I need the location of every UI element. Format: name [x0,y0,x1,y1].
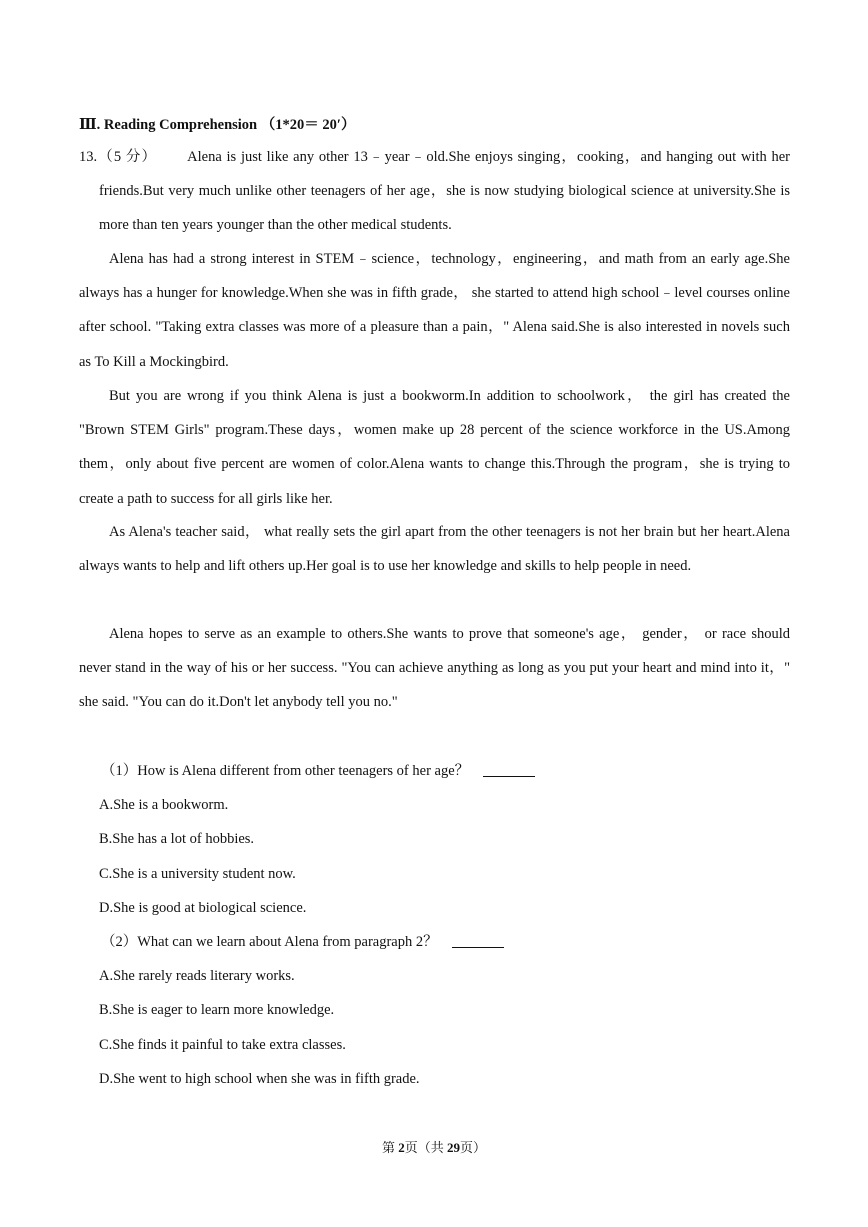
question-2 [79,925,790,1096]
option-d: D.She went to high school when she was in fifth grade. [99,1070,420,1087]
section-title: Ⅲ. Reading Comprehension （1*20＝ 20′） [79,117,356,133]
passage-paragraph-4: As Alena's teacher said， what really sets the girl apart from the other teenagers is not her brain but her heart.Alena always wants to help and lift others up.Her goal is to use her knowledge and skills to help people in need. [79,524,790,575]
option-b: B.She has a lot of hobbies. [99,831,255,848]
option-d: D.She is good at biological science. [99,899,307,916]
question-number: 13.（5 分） [79,149,158,165]
option-a: A.She rarely reads literary works. [99,968,295,985]
option-c: C.She finds it painful to take extra classes. [99,1036,346,1053]
passage-paragraph-2: Alena has had a strong interest in STEM﹣science，technology，engineering，and math from an early age.She always has a hunger for knowledge.When she was in fifth grade， she started to attend high school﹣level courses online after school. "Taking extra classes was more of a pleasure than a pain，" Alena said.She is also interested in novels such as To Kill a Mockingbird. [79,251,790,370]
passage-paragraph-5: Alena hopes to serve as an example to others.She wants to prove that someone's age， gender， or race should never stand in the way of his or her success. "You can achieve anything as long as you put your heart and mind into it，" she said. "You can do it.Don't let anybody tell you no." [79,626,790,711]
answer-blank[interactable] [452,933,504,948]
option-a: A.She is a bookworm. [99,797,229,814]
total-pages: 29 [447,1140,460,1155]
page-footer: 第 2页（共 29页） [381,1140,487,1155]
question-1 [79,754,790,925]
question-stem: （1）How is Alena different from other teenagers of her age？ [79,754,790,788]
answer-blank[interactable] [483,762,535,777]
paragraph-text: Alena is just like any other 13﹣year﹣old.She enjoys singing，cooking，and hanging out with her friends.But very much unlike other teenagers of her age，she is now studying biological science at university.She is more than ten years younger than the other medical students. [99,149,791,234]
passage-paragraph-1 [79,140,790,243]
option-c: C.She is a university student now. [99,865,296,882]
option-b: B.She is eager to learn more knowledge. [99,1002,335,1019]
current-page-number: 2 [398,1140,405,1155]
question-stem: （2）What can we learn about Alena from paragraph 2？ [79,925,790,959]
passage-paragraph-3: But you are wrong if you think Alena is just a bookworm.In addition to schoolwork， the girl has created the "Brown STEM Girls" program.These days，women make up 28 percent of the science workforce in the US.Among them，only about five percent are women of color.Alena wants to change this.Through the program，she is trying to create a path to success for all girls like her. [79,388,790,507]
